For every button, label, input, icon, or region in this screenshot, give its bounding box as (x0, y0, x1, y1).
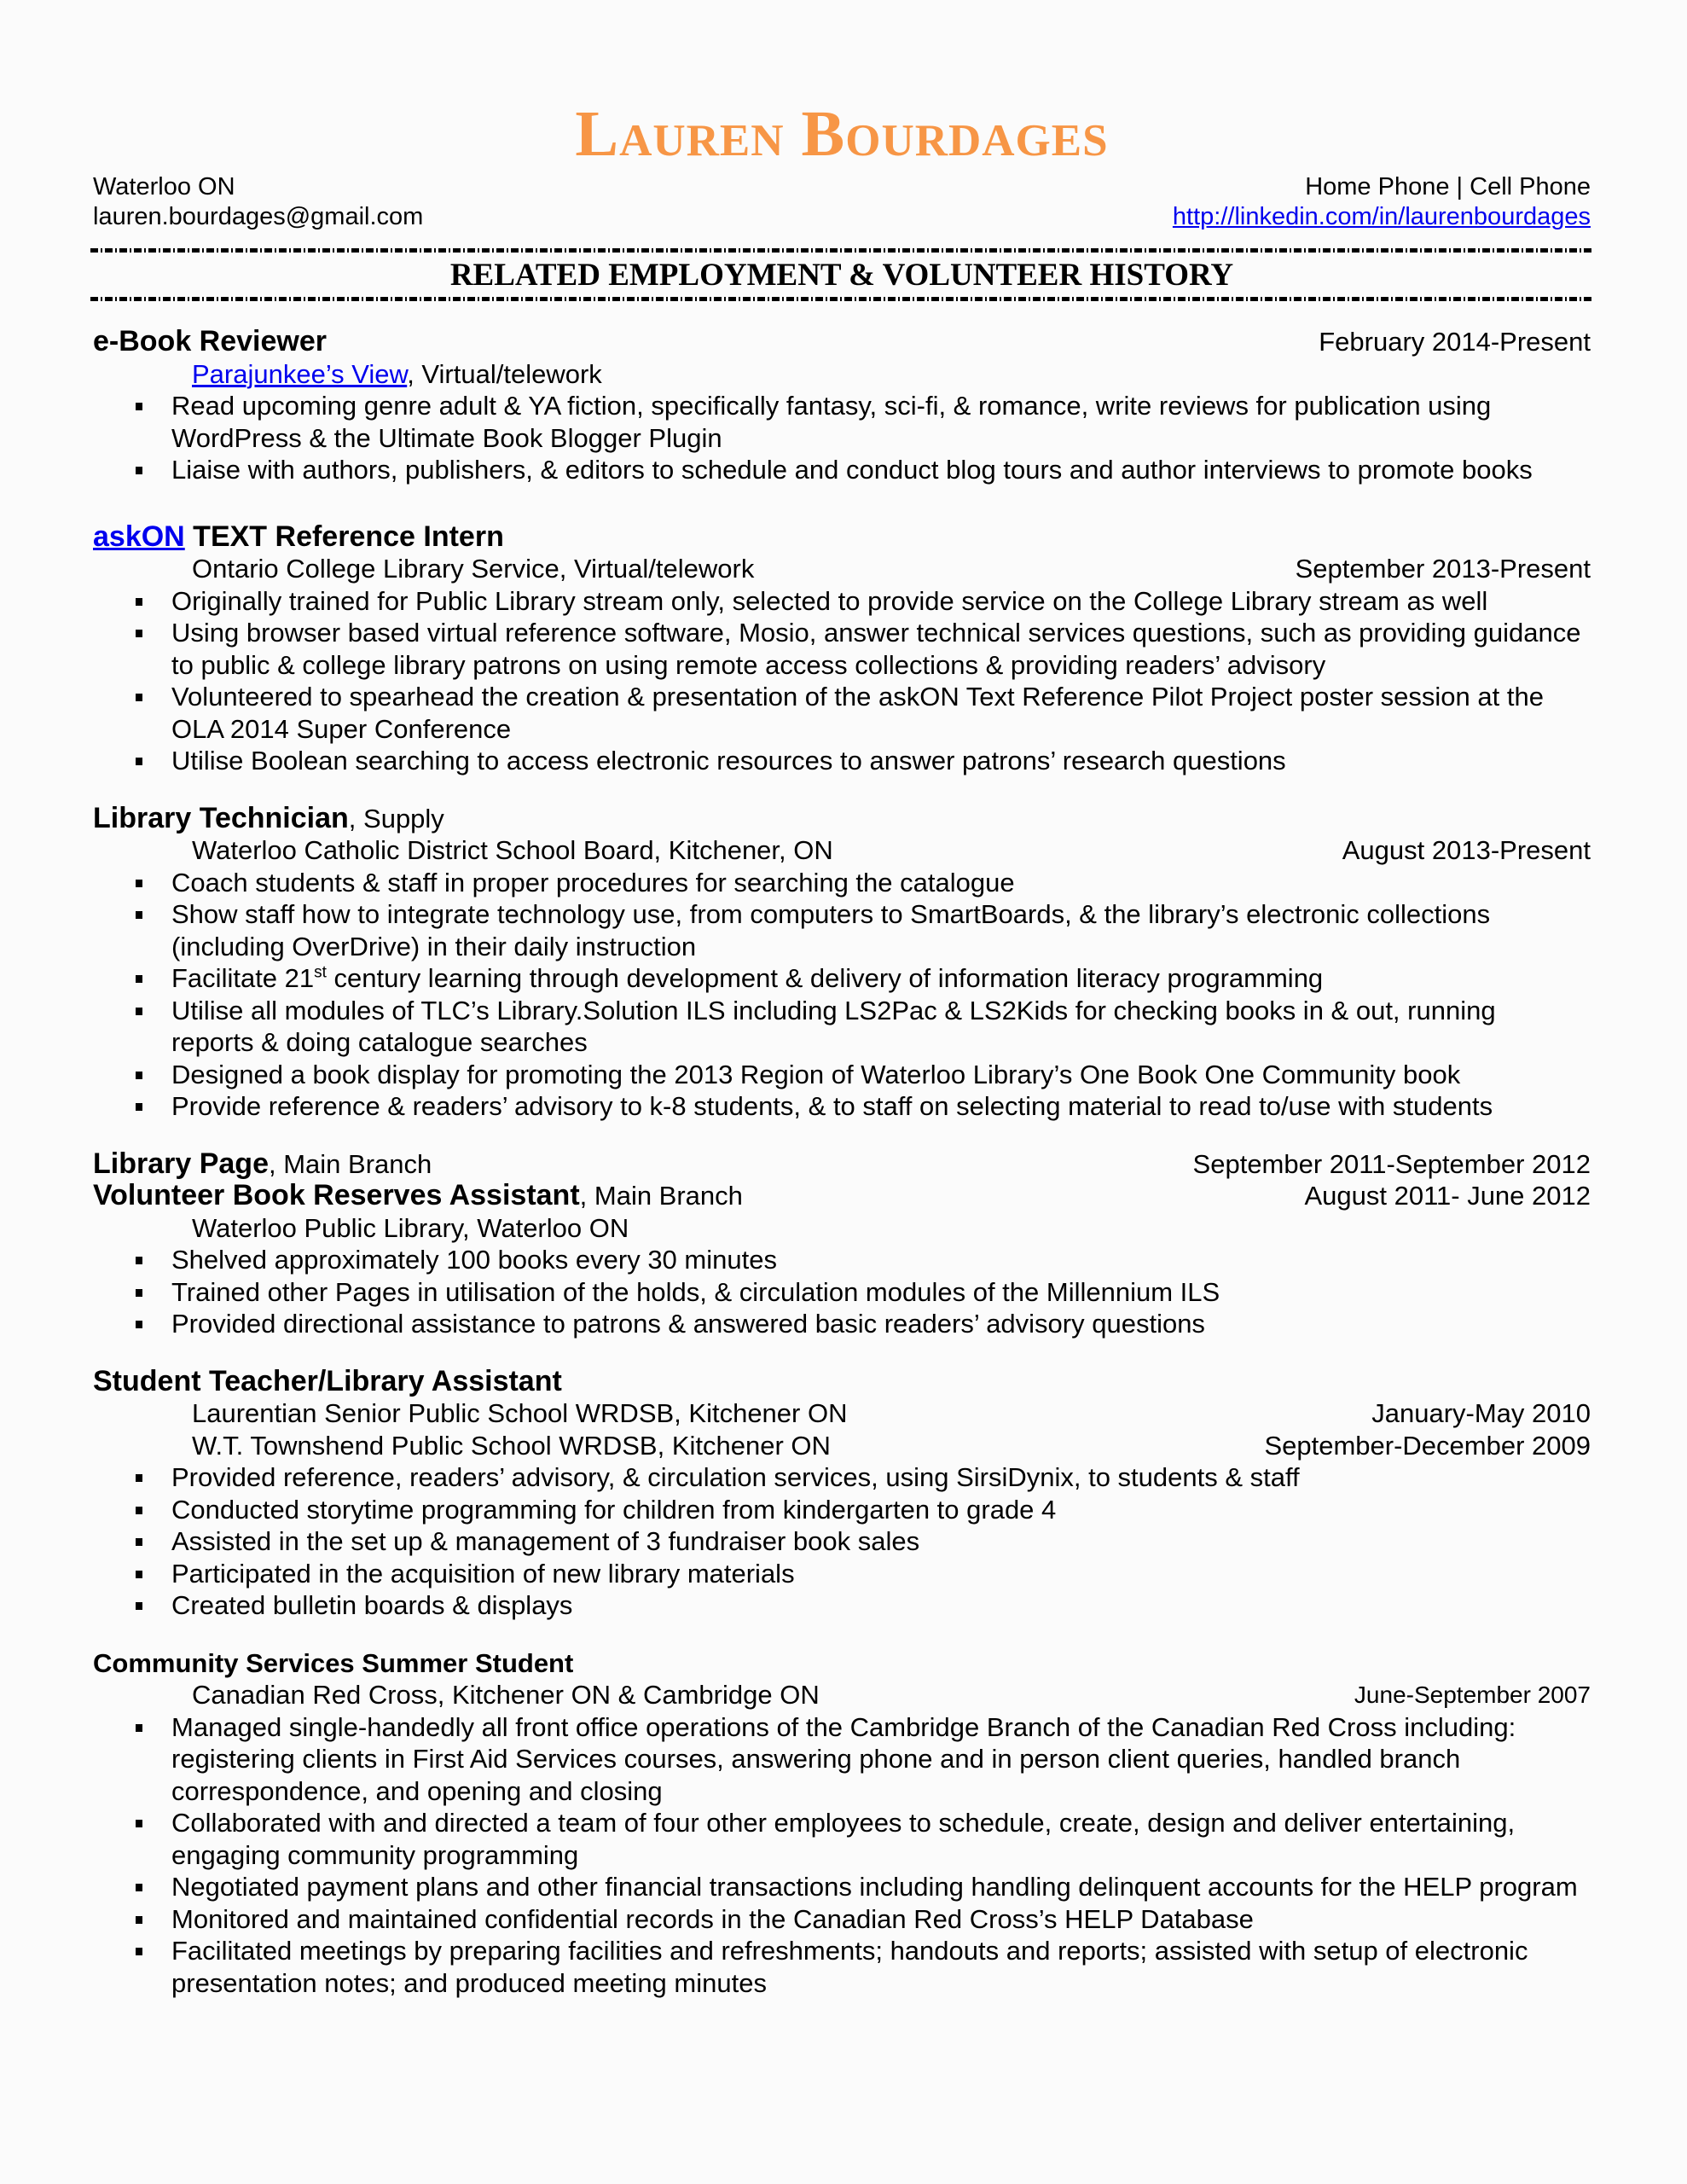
bullet (93, 962, 1591, 995)
job-community-services (93, 1647, 1591, 2000)
bullet: Originally trained for Public Library stream only, selected to provide service on the College Library stream as well (93, 585, 1591, 618)
job-title-suffix: , Supply (348, 803, 444, 834)
location: Waterloo ON (93, 173, 235, 200)
job-org: Waterloo Public Library, Waterloo ON (192, 1212, 629, 1243)
job-date: September 2013-Present (1295, 554, 1591, 584)
bullet: Coach students & staff in proper procedures for searching the catalogue (93, 867, 1591, 899)
job-title-suffix: , Main Branch (268, 1148, 432, 1179)
superscript: st (314, 963, 327, 982)
bullet: Facilitated meetings by preparing facilities and refreshments; handouts and reports; assisted with setup of electronic presentation notes; and produced meeting minutes (93, 1935, 1591, 1999)
job-title-suffix: , Main Branch (579, 1181, 743, 1211)
bullet: Managed single-handedly all front office operations of the Cambridge Branch of the Canadian Red Cross including: registering clients in First Aid Services courses, answering phone and in person client queries, handled branch correspondence, and opening and closing (93, 1711, 1591, 1808)
bullet: Assisted in the set up & management of 3 fundraiser book sales (93, 1525, 1591, 1558)
bullet: Shelved approximately 100 books every 30 minutes (93, 1244, 1591, 1276)
bullet: Using browser based virtual reference software, Mosio, answer technical services questions, such as providing guidance to public & college library patrons on using remote access collections & providing readers’ advisory (93, 617, 1591, 681)
job-ebook-reviewer (93, 326, 1591, 486)
job-date: September 2011-September 2012 (1192, 1148, 1591, 1179)
bullet: Provided reference, readers’ advisory, & circulation services, using SirsiDynix, to students & staff (93, 1461, 1591, 1494)
bullet: Participated in the acquisition of new library materials (93, 1558, 1591, 1590)
job-date: February 2014-Present (1319, 327, 1591, 357)
employment-list (93, 326, 1591, 2024)
job-org: W.T. Townshend Public School WRDSB, Kitchener ON (192, 1430, 831, 1461)
job-org: Ontario College Library Service, Virtual/telework (192, 554, 755, 584)
email: lauren.bourdages@gmail.com (93, 203, 424, 230)
bullet: Trained other Pages in utilisation of the holds, & circulation modules of the Millennium ILS (93, 1276, 1591, 1309)
askon-link[interactable]: askON (93, 520, 185, 553)
bullet: Volunteered to spearhead the creation & presentation of the askON Text Reference Pilot Project poster session at the OLA 2014 Super Conference (93, 681, 1591, 745)
job-title: Volunteer Book Reserves Assistant (93, 1179, 580, 1211)
job-title: TEXT Reference Intern (184, 520, 504, 553)
bullet: Utilise all modules of TLC’s Library.Solution ILS including LS2Pac & LS2Kids for checking books in & out, running reports & doing catalogue searches (93, 995, 1591, 1059)
linkedin-link[interactable]: http://linkedin.com/in/laurenbourdages (1172, 203, 1591, 230)
job-title: Student Teacher/Library Assistant (93, 1364, 562, 1397)
bullet: Read upcoming genre adult & YA fiction, specifically fantasy, sci-fi, & romance, write reviews for publication using WordPress & the Ultimate Book Blogger Plugin (93, 390, 1591, 454)
job-askon (93, 521, 1591, 777)
bullet-text: Facilitate 21 (171, 963, 315, 993)
dashed-divider (90, 297, 1593, 301)
bullet: Negotiated payment plans and other financial transactions including handling delinquent accounts for the HELP program (93, 1871, 1591, 1903)
job-student-teacher (93, 1366, 1591, 1622)
bullet: Liaise with authors, publishers, & editors to schedule and conduct blog tours and author interviews to promote books (93, 454, 1591, 486)
job-title: e-Book Reviewer (93, 325, 327, 357)
bullet: Utilise Boolean searching to access electronic resources to answer patrons’ research questions (93, 745, 1591, 777)
bullet: Provided directional assistance to patrons & answered basic readers’ advisory questions (93, 1308, 1591, 1340)
job-date: August 2011- June 2012 (1304, 1181, 1591, 1211)
job-org: , Virtual/telework (407, 358, 602, 389)
bullet: Created bulletin boards & displays (93, 1589, 1591, 1622)
job-title: Library Page (93, 1147, 269, 1180)
bullet: Collaborated with and directed a team of four other employees to schedule, create, design and deliver entertaining, engaging community programming (93, 1807, 1591, 1871)
dashed-divider (90, 248, 1593, 253)
job-date: August 2013-Present (1342, 835, 1591, 865)
bullet: Conducted storytime programming for children from kindergarten to grade 4 (93, 1494, 1591, 1526)
bullet: Show staff how to integrate technology use, from computers to SmartBoards, & the library’s electronic collections (including OverDrive) in their daily instruction (93, 898, 1591, 962)
job-title: Library Technician (93, 801, 349, 834)
job-date: January-May 2010 (1371, 1398, 1591, 1428)
job-title: Community Services Summer Student (93, 1647, 574, 1678)
bullet: Provide reference & readers’ advisory to k-8 students, & to staff on selecting material to read to/use with students (93, 1090, 1591, 1123)
job-library-page (93, 1148, 1591, 1340)
job-org: Laurentian Senior Public School WRDSB, Kitchener ON (192, 1398, 848, 1428)
job-date: June-September 2007 (1354, 1682, 1591, 1708)
applicant-name: Lauren Bourdages (575, 98, 1109, 170)
bullet-text: century learning through development & delivery of information literacy programming (326, 963, 1324, 993)
bullet: Monitored and maintained confidential records in the Canadian Red Cross’s HELP Database (93, 1903, 1591, 1936)
phone: Home Phone | Cell Phone (1305, 173, 1591, 200)
job-org: Waterloo Catholic District School Board, Kitchener, ON (192, 835, 833, 865)
job-library-technician (93, 803, 1591, 1123)
job-date: September-December 2009 (1264, 1430, 1591, 1461)
section-title: RELATED EMPLOYMENT & VOLUNTEER HISTORY (449, 258, 1234, 293)
job-org: Canadian Red Cross, Kitchener ON & Cambridge ON (192, 1680, 820, 1710)
parajunkee-link[interactable]: Parajunkee’s View (192, 358, 408, 389)
bullet: Designed a book display for promoting the 2013 Region of Waterloo Library’s One Book One Community book (93, 1059, 1591, 1091)
